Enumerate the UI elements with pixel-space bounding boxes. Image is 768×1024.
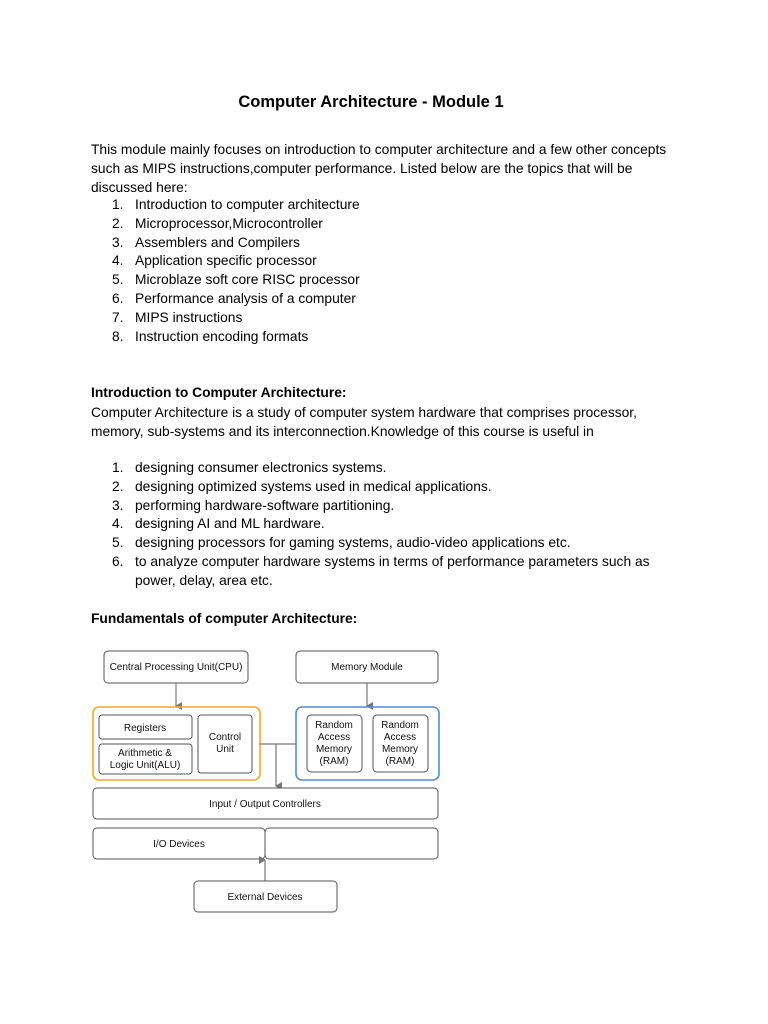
ram2-line3: Memory bbox=[381, 744, 419, 755]
control-unit-label-line1: Control bbox=[208, 732, 242, 743]
list-item: 5. Microblaze soft core RISC processor bbox=[112, 272, 360, 288]
ram1-line4: (RAM) bbox=[319, 756, 349, 767]
ram1-line3: Memory bbox=[315, 744, 353, 755]
list-item: 6. Performance analysis of a computer bbox=[112, 290, 356, 306]
list-item: 7. MIPS instructions bbox=[112, 309, 243, 325]
ram1-line2: Access bbox=[317, 732, 351, 743]
io-devices-box-right bbox=[265, 828, 438, 859]
io-controllers-label: Input / Output Controllers bbox=[209, 799, 321, 810]
uses-list bbox=[91, 459, 695, 591]
topics-list bbox=[91, 196, 695, 346]
control-unit-label-line2: Unit bbox=[216, 744, 234, 755]
list-item: 2. designing optimized systems used in medical applications. bbox=[112, 478, 492, 494]
list-item: 6. to analyze computer hardware systems in terms of performance parameters such as power, delay, area etc. bbox=[112, 553, 650, 588]
ram2-line4: (RAM) bbox=[385, 756, 415, 767]
alu-label-line1: Arithmetic & bbox=[118, 748, 172, 759]
list-item: 3. performing hardware-software partitioning. bbox=[112, 497, 395, 513]
list-item: 4. Application specific processor bbox=[112, 253, 317, 269]
introduction-paragraph: Computer Architecture is a study of computer system hardware that comprises processor, memory, sub-systems and its interconnection.Knowledge of this course is useful in bbox=[91, 405, 637, 439]
list-item: 5. designing processors for gaming systems, audio-video applications etc. bbox=[112, 535, 571, 551]
io-devices-label: I/O Devices bbox=[153, 839, 205, 850]
list-item: 2. Microprocessor,Microcontroller bbox=[112, 215, 323, 231]
list-item: 8. Instruction encoding formats bbox=[112, 328, 309, 344]
cpu-label: Central Processing Unit(CPU) bbox=[109, 662, 243, 673]
memory-module-label: Memory Module bbox=[331, 662, 403, 673]
list-item: 4. designing AI and ML hardware. bbox=[112, 516, 325, 532]
ram2-line2: Access bbox=[383, 732, 417, 743]
alu-label-line2: Logic Unit(ALU) bbox=[109, 760, 181, 771]
external-devices-label: External Devices bbox=[227, 892, 303, 903]
list-item: 3. Assemblers and Compilers bbox=[112, 234, 300, 250]
list-item: 1. designing consumer electronics systems. bbox=[112, 460, 387, 475]
section-heading-fundamentals: Fundamentals of computer Architecture: bbox=[91, 611, 358, 626]
architecture-diagram bbox=[0, 640, 768, 930]
section-heading-introduction: Introduction to Computer Architecture: bbox=[91, 385, 347, 400]
page-title: Computer Architecture - Module 1 bbox=[238, 93, 504, 111]
list-item: 1. Introduction to computer architecture bbox=[112, 197, 360, 212]
ram1-line1: Random bbox=[315, 720, 353, 731]
intro-paragraph: This module mainly focuses on introduction to computer architecture and a few other concepts such as MIPS instructions,computer performance. Listed below are the topics that will be discussed here: bbox=[91, 142, 667, 195]
ram2-line1: Random bbox=[381, 720, 419, 731]
registers-label: Registers bbox=[123, 723, 167, 734]
